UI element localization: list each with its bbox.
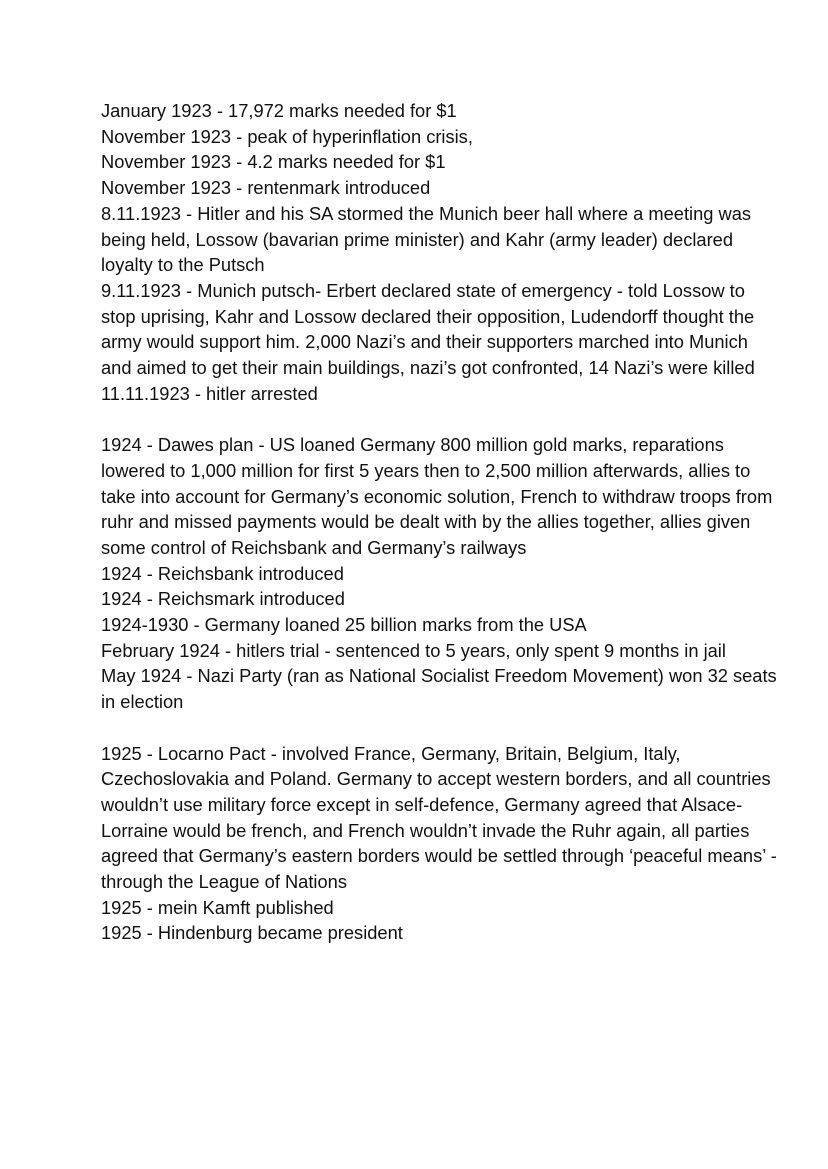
timeline-entry: 1924 - Reichsbank introduced bbox=[101, 562, 344, 584]
timeline-entry: February 1924 - hitlers trial - sentenced to 5 years, only spent 9 months in jail bbox=[101, 639, 726, 661]
timeline-entry: November 1923 - rentenmark introduced bbox=[101, 177, 431, 199]
timeline-entry: 1925 - Hindenburg became president bbox=[101, 922, 403, 944]
timeline-entry: November 1923 - peak of hyperinflation crisis, bbox=[101, 125, 473, 147]
timeline-entry: 1924 - Reichsmark introduced bbox=[101, 588, 345, 610]
timeline-entry: November 1923 - 4.2 marks needed for $1 bbox=[101, 151, 446, 173]
timeline-entry: 8.11.1923 - Hitler and his SA stormed the Munich beer hall where a meeting was being held, Lossow (bavarian prime minister) and Kahr (army leader) declared loyalty to the Putsch bbox=[101, 202, 752, 276]
timeline-entry: 1925 - Locarno Pact - involved France, Germany, Britain, Belgium, Italy, Czechoslovakia and Poland. Germany to accept western borders, and all countries wouldn’t use military force except in self-defence, Germany agreed that Alsace-Lorraine would be french, and French wouldn’t invade the Ruhr again, all parties agreed that Germany’s eastern borders would be settled through ‘peaceful means’ - through the League of Nations bbox=[101, 742, 777, 893]
timeline-entry: 9.11.1923 - Munich putsch- Erbert declared state of emergency - told Lossow to stop uprising, Kahr and Lossow declared their opposition, Ludendorff thought the army would support him. 2,000 Nazi’s and their supporters marched into Munich and aimed to get their main buildings, nazi’s got confronted, 14 Nazi’s were killed bbox=[101, 279, 755, 379]
timeline-entry: 1925 - mein Kamft published bbox=[101, 896, 334, 918]
timeline-notes bbox=[101, 98, 781, 946]
timeline-entry: 11.11.1923 - hitler arrested bbox=[101, 382, 318, 404]
timeline-entry: 1924 - Dawes plan - US loaned Germany 800 million gold marks, reparations lowered to 1,000 million for first 5 years then to 2,500 million afterwards, allies to take into account for Germany’s economic solution, French to withdraw troops from ruhr and missed payments would be dealt with by the allies together, allies given some control of Reichsbank and Germany’s railways bbox=[101, 434, 773, 558]
section-1923 bbox=[101, 98, 781, 406]
timeline-entry: 1924-1930 - Germany loaned 25 billion marks from the USA bbox=[101, 614, 587, 636]
section-1925 bbox=[101, 741, 781, 947]
timeline-entry: January 1923 - 17,972 marks needed for $1 bbox=[101, 100, 457, 121]
section-1924 bbox=[101, 432, 781, 715]
timeline-entry: May 1924 - Nazi Party (ran as National Socialist Freedom Movement) won 32 seats in election bbox=[101, 665, 777, 713]
